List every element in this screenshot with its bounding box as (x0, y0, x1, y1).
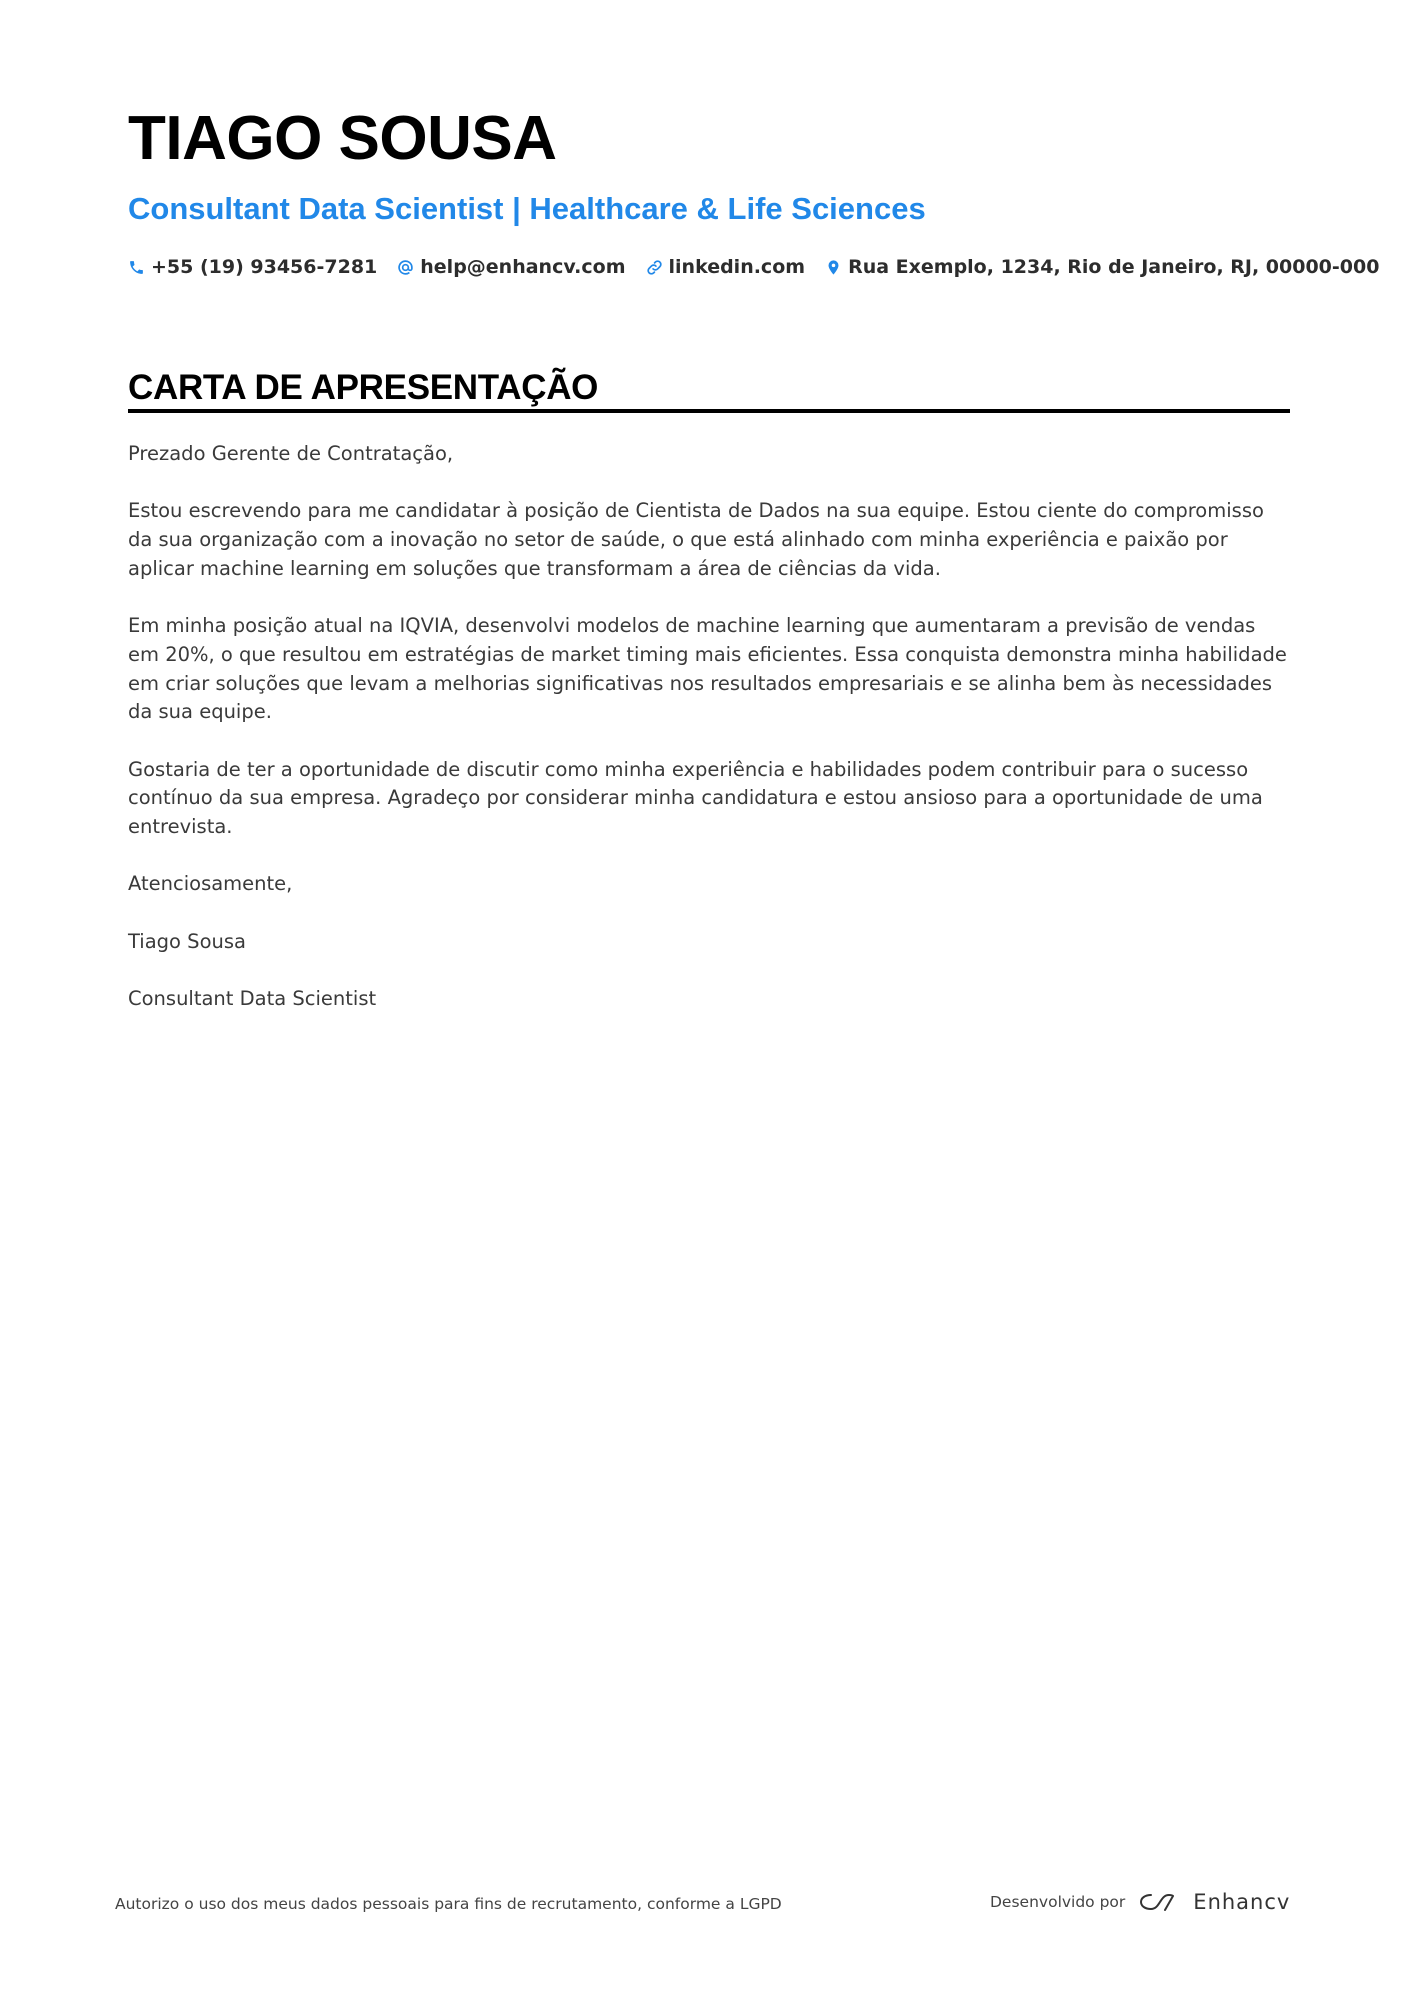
signature-name: Tiago Sousa (128, 929, 246, 953)
letter-greeting: Prezado Gerente de Contratação, (128, 442, 454, 465)
enhancv-logo-text: Enhancv (1193, 1890, 1291, 1914)
map-pin-icon (825, 259, 842, 276)
enhancv-logo-icon (1137, 1890, 1183, 1914)
section-divider (128, 409, 1290, 413)
candidate-headline: Consultant Data Scientist | Healthcare & Life Sciences (128, 191, 926, 226)
powered-by-label: Desenvolvido por (990, 1893, 1126, 1911)
contact-bar (128, 256, 1379, 278)
contact-linkedin[interactable] (646, 256, 806, 278)
at-icon (397, 259, 414, 276)
enhancv-logo[interactable] (1137, 1890, 1290, 1914)
section-title: CARTA DE APRESENTAÇÃO (128, 368, 599, 407)
letter-closing: Atenciosamente, (128, 872, 293, 896)
contact-linkedin-text: linkedin.com (668, 256, 806, 278)
letter-body (128, 440, 1290, 1043)
signature-title: Consultant Data Scientist (128, 987, 377, 1011)
consent-note: Autorizo o uso dos meus dados pessoais para fins de recrutamento, conforme a LGPD (115, 1895, 782, 1913)
letter-paragraph: Em minha posição atual na IQVIA, desenvolvi modelos de machine learning que aumentaram a previsão de vendas em 20%, o que resultou em estratégias de market timing mais eficientes. Essa conquista demonstra minha habilidade em criar soluções que levam a melhorias significativas nos resultados empresariais e se alinha bem às necessidades da sua equipe. (128, 614, 1287, 724)
link-icon (646, 259, 663, 276)
contact-email-text: help@enhancv.com (420, 256, 626, 278)
powered-by[interactable] (990, 1890, 1290, 1914)
contact-email[interactable] (397, 256, 625, 278)
contact-phone[interactable] (128, 256, 377, 278)
letter-paragraph: Estou escrevendo para me candidatar à posição de Cientista de Dados na sua equipe. Estou ciente do compromisso da sua organização com a inovação no setor de saúde, o que está alinhado com minha experiência e paixão por aplicar machine learning em soluções que transformam a área de ciências da vida. (128, 499, 1264, 580)
contact-address-text: Rua Exemplo, 1234, Rio de Janeiro, RJ, 00000-000 (848, 256, 1380, 278)
letter-paragraph: Gostaria de ter a oportunidade de discutir como minha experiência e habilidades podem contribuir para o sucesso contínuo da sua empresa. Agradeço por considerar minha candidatura e estou ansioso para a oportunidade de uma entrevista. (128, 757, 1263, 839)
contact-address (825, 256, 1379, 278)
contact-phone-text: +55 (19) 93456-7281 (151, 256, 378, 278)
phone-icon (128, 259, 145, 276)
candidate-name: TIAGO SOUSA (128, 104, 557, 173)
